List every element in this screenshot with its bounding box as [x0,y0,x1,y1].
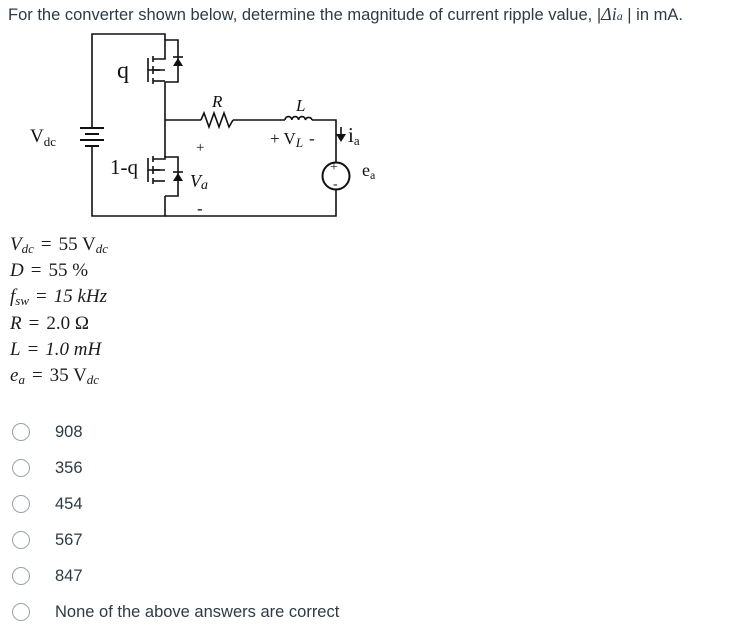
radio-button[interactable] [12,603,30,621]
answer-option-908[interactable] [12,414,83,450]
va-minus-label: - [197,199,203,218]
current-arrow [336,127,346,142]
radio-button[interactable] [12,459,30,477]
question-suffix: | in mA. [622,6,683,24]
answer-options [12,414,340,630]
q-bottom-label: 1-q [110,155,138,179]
answer-option-label[interactable]: 908 [55,422,83,441]
dc-source-symbol [80,128,104,146]
q-top-label: q [117,58,129,84]
top-switch-symbol [148,40,183,84]
answer-option-label[interactable]: 454 [55,494,83,513]
resistor-symbol [201,113,233,127]
answer-option-356[interactable] [12,450,83,486]
question-subscript: a [616,9,623,23]
answer-option-label[interactable]: 567 [55,530,83,549]
answer-option-567[interactable] [12,522,83,558]
answer-option-454[interactable] [12,486,83,522]
ia-label: ia [348,123,360,148]
ea-label: ea [362,160,376,182]
radio-button[interactable] [12,567,30,585]
parameter-list [10,232,108,389]
l-label: L [296,96,306,115]
question-delta: Δ [601,4,612,24]
r-label: R [212,92,223,111]
parameter-inductance: L = 1.0 mH [10,338,102,360]
radio-button[interactable] [12,531,30,549]
answer-option-none[interactable] [12,594,340,630]
parameter-duty-cycle: D = 55 % [10,260,89,282]
bottom-switch-symbol [148,156,183,196]
question-prefix: For the converter shown below, determine the magnitude of current ripple value, | [8,6,602,24]
inductor-symbol [285,117,312,120]
parameter-back-emf: $e_a = 35$ $V_{dc}$ [10,364,100,387]
radio-button[interactable] [12,495,30,513]
va-label: Va [190,171,208,193]
ea-plus-label: + [330,160,338,175]
parameter-vdc: $V_{dc} = 55$ $V_{dc}$ [10,234,109,256]
question-symbol: i [611,4,617,24]
radio-button[interactable] [12,423,30,441]
answer-option-label[interactable]: 356 [55,458,83,477]
parameter-resistance: R = 2.0 Ω [10,312,89,334]
answer-option-label[interactable]: 847 [55,566,83,585]
ea-minus-label: - [333,177,338,192]
vdc-label: $V_{dc}$ [30,126,57,149]
answer-option-847[interactable] [12,558,83,594]
vl-label: + VL - [270,129,315,150]
circuit-diagram [0,0,738,230]
va-plus-label: + [196,140,205,156]
parameter-switching-frequency: $f_{sw} = 15$ kHz [10,286,108,309]
answer-option-label[interactable]: None of the above answers are correct [55,602,340,621]
